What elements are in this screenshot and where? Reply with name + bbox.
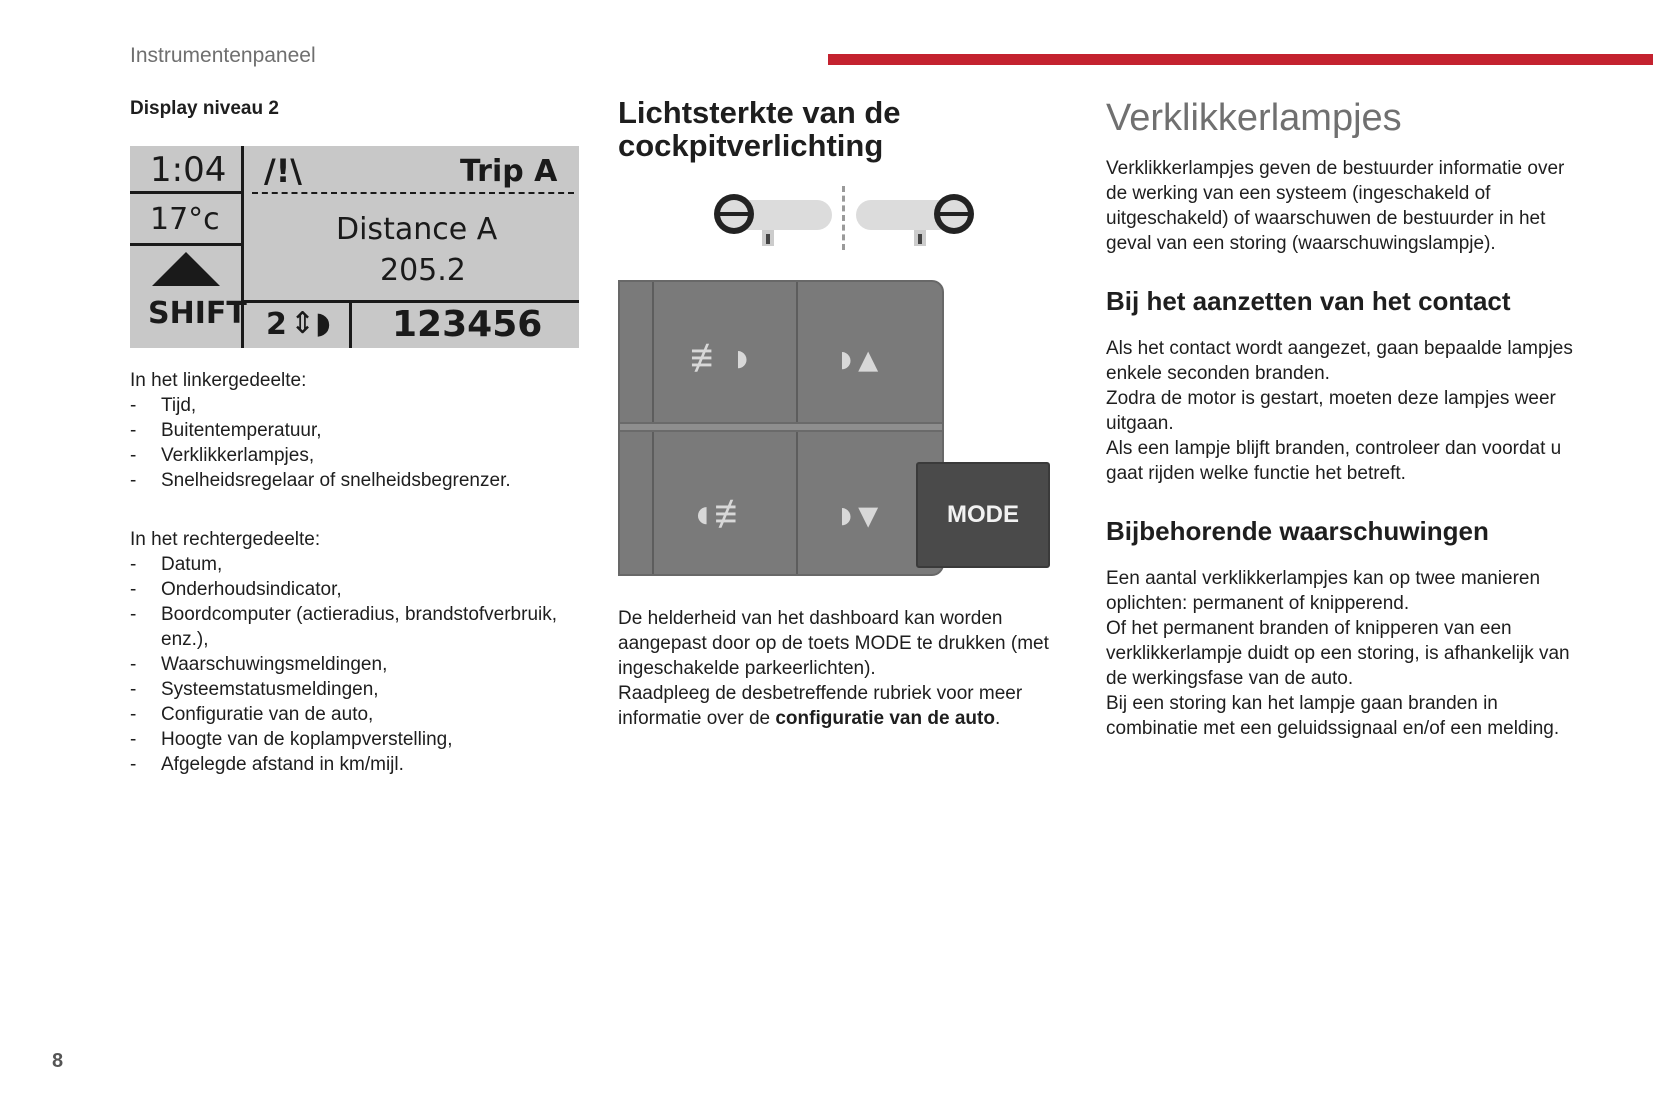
- list-item: - Onderhoudsindicator,: [130, 577, 580, 602]
- chapter-title: Instrumentenpaneel: [130, 44, 316, 67]
- paragraph-line: Raadpleeg de desbetreffende rubriek voor meer informatie over de configuratie van de auto.: [618, 683, 1023, 729]
- paragraph-line: Zodra de motor is gestart, moeten deze lampjes weer uitgaan.: [1106, 388, 1556, 434]
- right-part-list: [130, 552, 580, 777]
- chapter-accent-bar: [828, 54, 1653, 65]
- paragraph-line: Als het contact wordt aangezet, gaan bepaalde lampjes enkele seconden branden.: [1106, 338, 1573, 384]
- display-trip-label: Trip A: [460, 154, 558, 189]
- warning-lamps-intro: Verklikkerlampjes geven de bestuurder informatie over de werking van een systeem (ingeschakeld of uitgeschakeld) of waarschuwen de bestuurder in het geval van een storing (waarschuwingslampje).: [1106, 158, 1565, 254]
- rear-fog-light-icon[interactable]: ◖≢: [690, 492, 755, 536]
- list-item: - Tijd,: [130, 393, 580, 418]
- list-item: - Waarschuwingsmeldingen,: [130, 652, 580, 677]
- shift-arrow-icon: [152, 252, 220, 286]
- list-item: - Boordcomputer (actieradius, brandstofverbruik, enz.),: [130, 602, 580, 652]
- middle-column: [618, 96, 1068, 731]
- divider-dashed: [842, 186, 845, 250]
- list-item: - Hoogte van de koplampverstelling,: [130, 727, 580, 752]
- light-switch-panel: [618, 280, 944, 576]
- left-part-list: [130, 393, 580, 493]
- paragraph-line: De helderheid van het dashboard kan worden aangepast door op de toets MODE te drukken (met ingeschakelde parkeerlichten).: [618, 608, 1049, 679]
- list-item: - Snelheidsregelaar of snelheidsbegrenzer.: [130, 468, 580, 493]
- display-shift-label: SHIFT: [148, 296, 247, 331]
- front-fog-light-icon[interactable]: ≢◗: [690, 336, 755, 380]
- list-item: - Afgelegde afstand in km/mijl.: [130, 752, 580, 777]
- list-item: - Configuratie van de auto,: [130, 702, 580, 727]
- mode-button[interactable]: MODE: [916, 462, 1050, 568]
- subsection-title-warnings: Bijbehorende waarschuwingen: [1106, 516, 1489, 546]
- subsection-title-ignition: Bij het aanzetten van het contact: [1106, 286, 1511, 316]
- brightness-control-illustration: [618, 186, 1058, 586]
- right-part-intro: In het rechtergedeelte:: [130, 529, 321, 550]
- paragraph-line: Of het permanent branden of knipperen van een verklikkerlampje duidt op een storing, is afhankelijk van de werkingsfase van de auto.: [1106, 618, 1570, 689]
- list-item: - Datum,: [130, 552, 580, 577]
- display-temperature: 17°c: [150, 202, 220, 237]
- bold-link-text: configuratie van de auto: [775, 708, 995, 729]
- paragraph-line: Bij een storing kan het lampje gaan branden in combinatie met een geluidssignaal en/of een melding.: [1106, 693, 1560, 739]
- list-item: - Systeemstatusmeldingen,: [130, 677, 580, 702]
- brightness-paragraph: [618, 606, 1068, 731]
- instrument-display-illustration: [130, 146, 579, 348]
- ignition-paragraph: [1106, 336, 1576, 486]
- display-time: 1:04: [150, 150, 227, 190]
- list-item: - Verklikkerlampjes,: [130, 443, 580, 468]
- list-item: - Buitentemperatuur,: [130, 418, 580, 443]
- section-title-brightness: Lichtsterkte van de cockpitverlichting: [618, 95, 901, 163]
- paragraph-line: Een aantal verklikkerlampjes kan op twee manieren oplichten: permanent of knipperend.: [1106, 568, 1541, 614]
- display-caption: Display niveau 2: [130, 98, 279, 119]
- right-column: [1106, 96, 1576, 741]
- left-column: [130, 98, 580, 797]
- page-number: 8: [52, 1050, 64, 1072]
- headlamp-down-icon[interactable]: ◗▾: [834, 493, 879, 537]
- display-distance-value: 205.2: [380, 253, 466, 288]
- paragraph-line: Als een lampje blijft branden, controleer dan voordat u gaat rijden welke functie het betreft.: [1106, 438, 1562, 484]
- section-title-warning-lamps: Verklikkerlampjes: [1106, 97, 1402, 139]
- display-distance-label: Distance A: [336, 212, 498, 247]
- display-odometer: 123456: [392, 304, 543, 345]
- headlamp-level-icon: ⇕◗: [290, 306, 331, 341]
- left-part-intro: In het linkergedeelte:: [130, 370, 307, 391]
- steering-wheel-left-icon: [704, 186, 834, 256]
- display-gear-indicator: 2: [266, 307, 287, 342]
- headlamp-up-icon[interactable]: ◗▴: [834, 337, 879, 381]
- warning-symbol-icon: /!\: [264, 152, 302, 190]
- steering-wheel-right-icon: [854, 186, 984, 256]
- warnings-paragraph: [1106, 566, 1576, 741]
